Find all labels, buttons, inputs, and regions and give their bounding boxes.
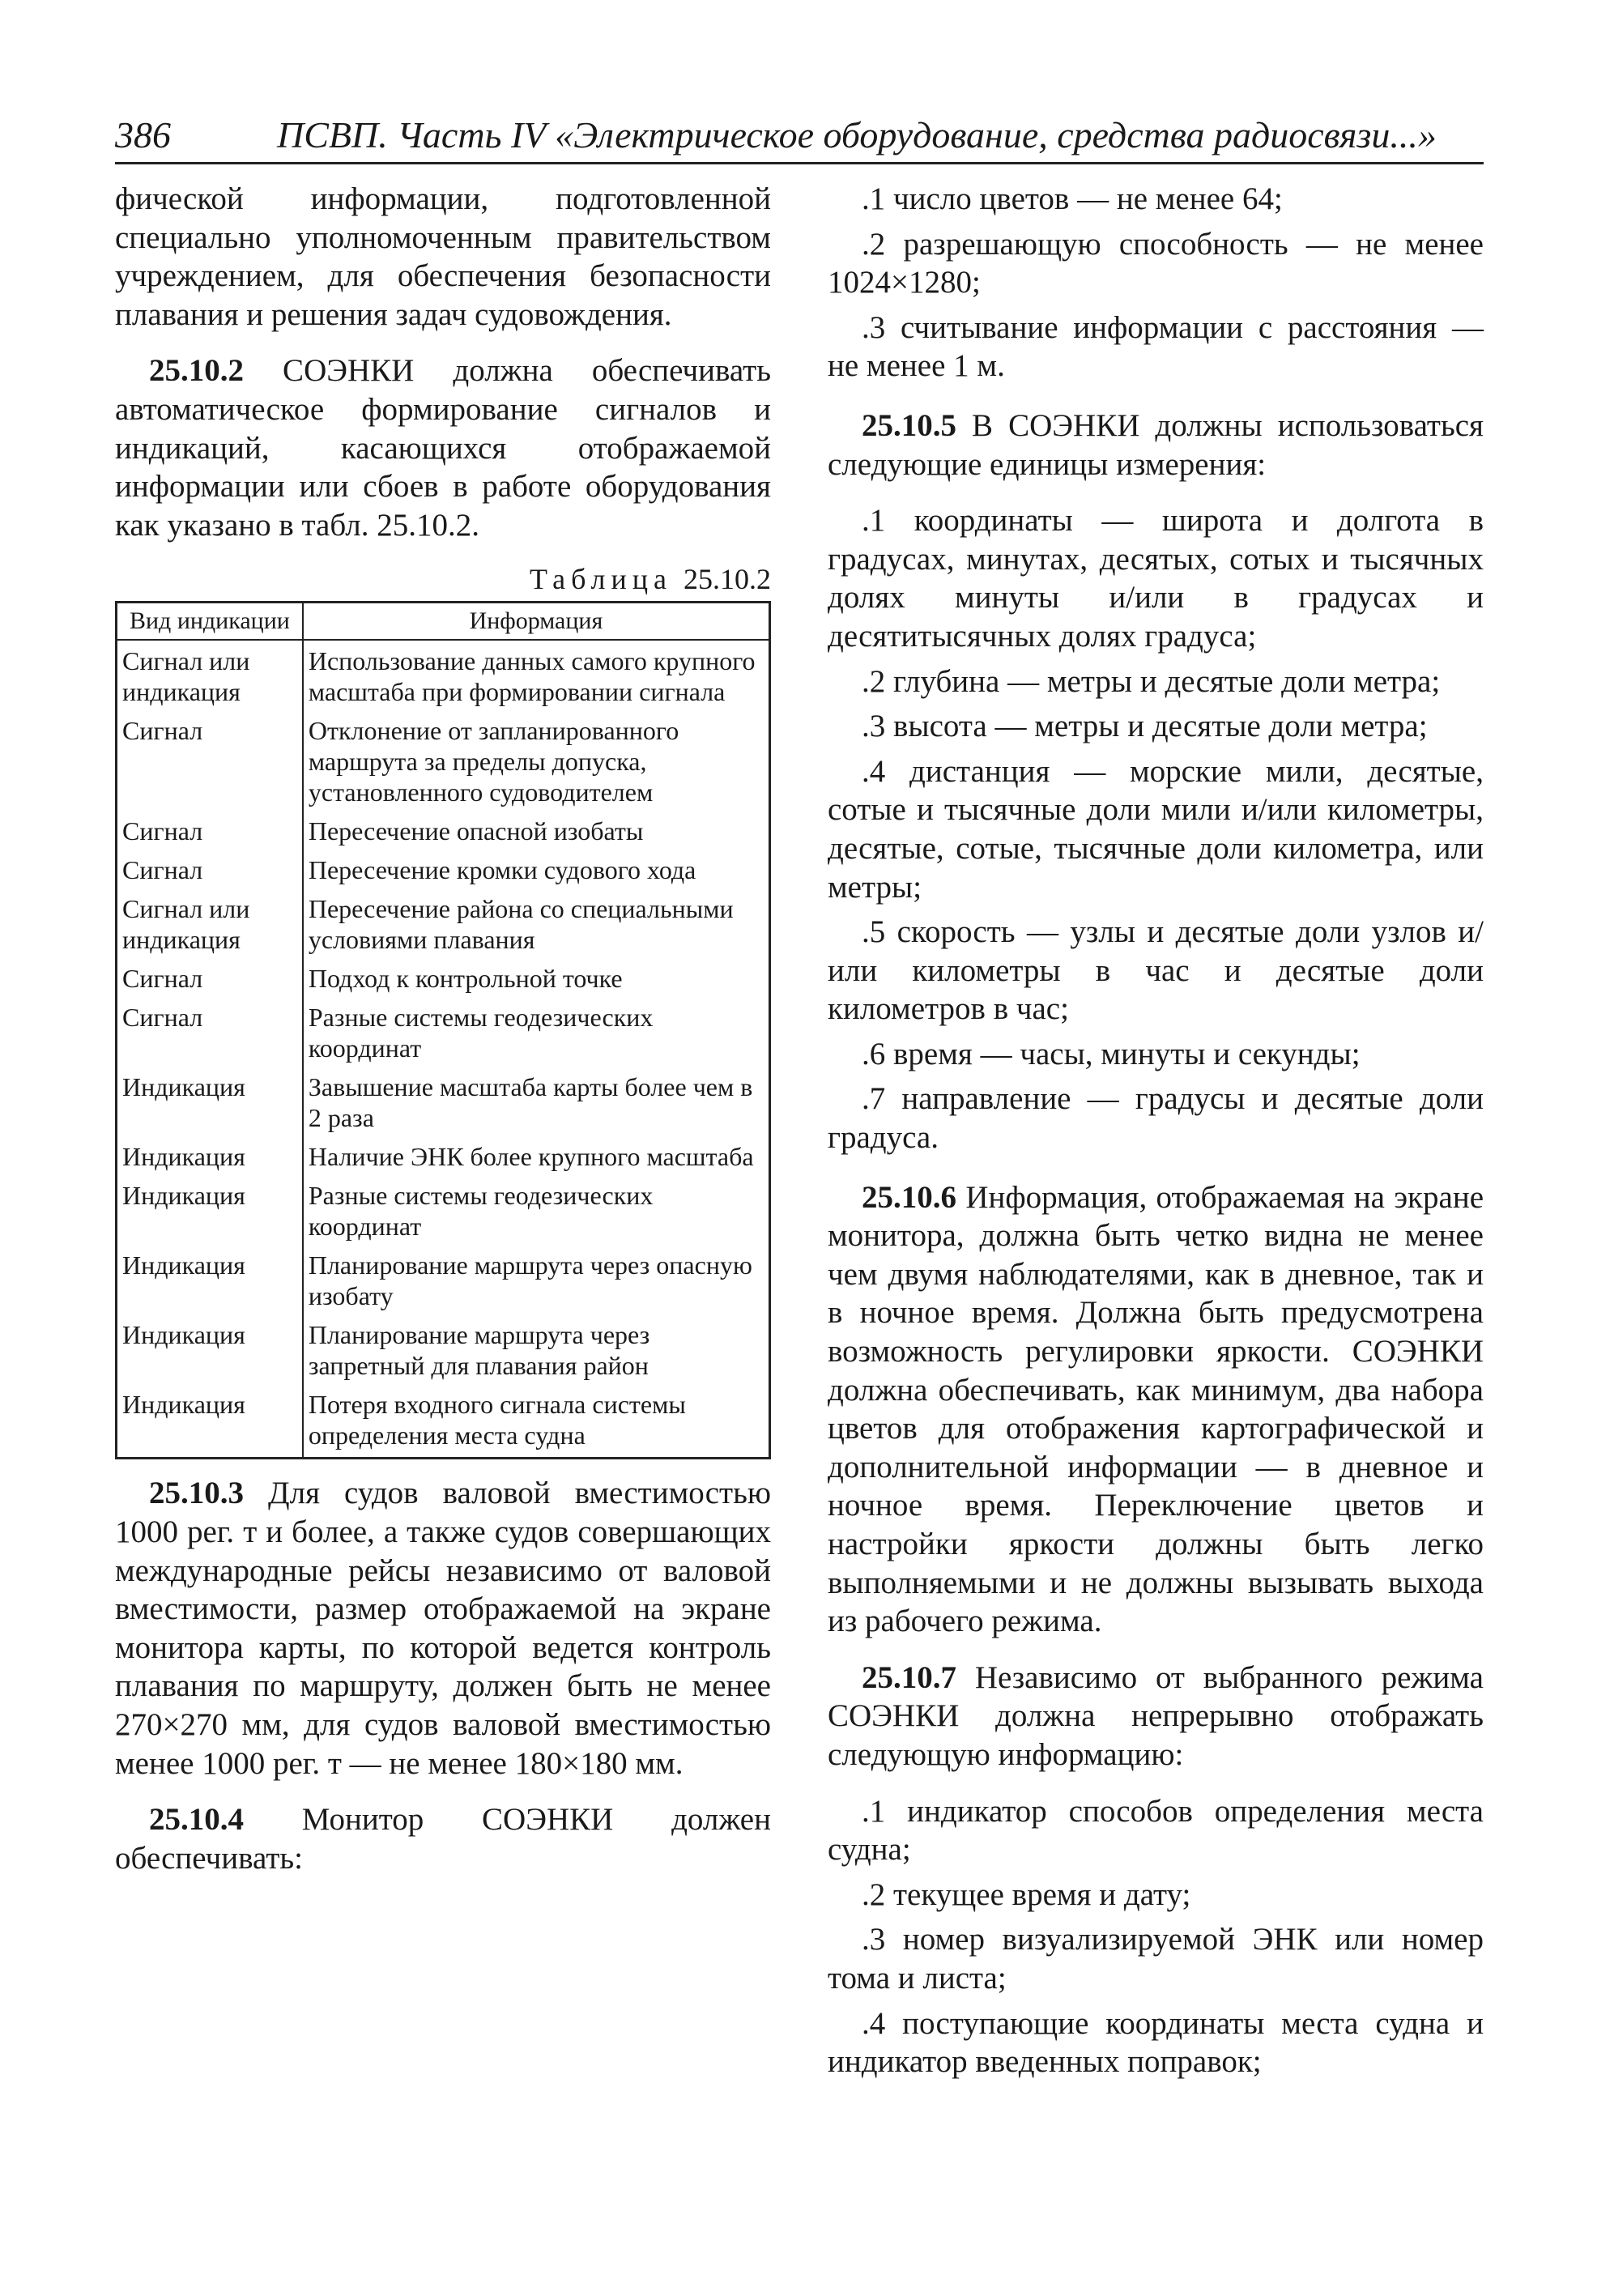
list-item (828, 1080, 1484, 1157)
table-cell-kind: Сигнал (117, 853, 303, 892)
list-item (828, 752, 1484, 906)
list-item (828, 501, 1484, 655)
item-text: скорость — узлы и десятые доли узлов и/или километры в час и десятые доли километров в час; (828, 914, 1484, 1027)
list-item (828, 2004, 1484, 2081)
list-item (828, 707, 1484, 746)
item-text: координаты — широта и долгота в градусах, минутах, десятых, сотых и тысячных долях минуты и/или в градусах и десятитысячных долях градуса; (828, 503, 1484, 654)
table-row (117, 1178, 770, 1248)
list-item (828, 180, 1484, 219)
table-cell-info: Пересечение кромки судового хода (308, 855, 696, 885)
table-cell-kind: Индикация (117, 1248, 303, 1318)
table-cell-info: Потеря входного сигнала системы определения места судна (308, 1390, 686, 1450)
clause-text: Независимо от выбранного режима СОЭНКИ должна непрерывно отображать следующую информацию: (828, 1659, 1484, 1772)
table-cell-info: Подход к контрольной точке (308, 964, 623, 994)
clause-number: 25.10.5 (862, 407, 956, 443)
item-number: .2 (862, 663, 886, 699)
table-cell-kind: Индикация (117, 1387, 303, 1459)
table-cell-info: Пересечение опасной изобаты (308, 816, 644, 846)
item-text: глубина — метры и десятые доли метра; (885, 663, 1441, 699)
table-row (117, 1000, 770, 1070)
table-row (117, 1248, 770, 1318)
table-caption (115, 562, 771, 596)
clause-number: 25.10.6 (862, 1179, 956, 1215)
item-number: .6 (862, 1036, 886, 1071)
clause-text: Монитор СОЭНКИ должен обеспечивать: (115, 1802, 771, 1876)
item-text: индикатор способов определения места судна; (828, 1793, 1484, 1868)
list-item (828, 662, 1484, 701)
table-row (117, 640, 770, 714)
item-number: .3 (862, 309, 886, 345)
clause-number: 25.10.7 (862, 1659, 956, 1695)
paragraph-continuation: фической информации, подготовленной специально уполномоченным правительством учреждением, для обеспечения безопасности плавания и решения задач судовождения. (115, 181, 771, 332)
item-number: .2 (862, 1876, 886, 1912)
item-number: .5 (862, 914, 886, 950)
item-number: .7 (862, 1081, 886, 1117)
item-text: направление — градусы и десятые доли градуса. (828, 1081, 1484, 1156)
list-item (828, 309, 1484, 386)
item-text: разрешающую способность — не менее 1024×1280; (828, 226, 1484, 300)
item-text: считывание информации с расстояния — не менее 1 м. (828, 309, 1484, 384)
table-cell-info: Планирование маршрута через опасную изобату (308, 1250, 752, 1311)
list-item (828, 225, 1484, 302)
table-cell-kind: Сигнал (117, 714, 303, 814)
table-header-info: Информация (303, 603, 770, 641)
clause-25-10-2 (115, 351, 771, 544)
table-cell-kind: Индикация (117, 1139, 303, 1178)
table-cell-kind: Индикация (117, 1070, 303, 1139)
item-text: текущее время и дату; (885, 1876, 1191, 1912)
table-cell-kind: Сигнал (117, 1000, 303, 1070)
table-cell-info: Разные системы геодезических координат (308, 1003, 654, 1063)
table-row (117, 1318, 770, 1387)
left-column (115, 180, 771, 1895)
table-header-kind: Вид индикации (117, 603, 303, 641)
table-row (117, 1387, 770, 1459)
clause-text: В СОЭНКИ должны использоваться следующие единицы измерения: (828, 407, 1484, 482)
table-row (117, 1139, 770, 1178)
table-row (117, 961, 770, 1000)
item-text: дистанция — морские мили, десятые, сотые и тысячные доли мили и/или километры, десятые, сотые, тысячные доли километра, или метры; (828, 753, 1484, 905)
list-item (828, 1035, 1484, 1074)
table-cell-info: Использование данных самого крупного масштаба при формировании сигнала (308, 646, 756, 707)
running-header (115, 112, 1484, 164)
list-item (828, 1920, 1484, 1997)
item-text: номер визуализируемой ЭНК или номер тома и листа; (828, 1922, 1484, 1996)
list-item (828, 1792, 1484, 1869)
item-number: .1 (862, 503, 886, 539)
table-row (117, 853, 770, 892)
signals-table (115, 601, 771, 1459)
table-cell-kind: Индикация (117, 1318, 303, 1387)
right-column (828, 180, 1484, 2088)
item-number: .3 (862, 1922, 886, 1957)
table-cell-kind: Сигнал (117, 814, 303, 853)
clause-text: Для судов валовой вместимостью 1000 рег. т и более, а также судов совершающих международные рейсы независимо от валовой вместимости, размер отображаемой на экране монитора карты, по которой ведется контроль плавания по маршруту, должен быть не менее 270×270 мм, для судов валовой вместимостью менее 1000 рег. т — не менее 180×180 мм. (115, 1476, 771, 1781)
table-row (117, 714, 770, 814)
table-cell-kind: Сигнал или индикация (117, 892, 303, 961)
table-cell-kind: Сигнал (117, 961, 303, 1000)
clause-number: 25.10.4 (149, 1802, 244, 1838)
list-item (828, 1876, 1484, 1915)
table-cell-info: Пересечение района со специальными условиями плавания (308, 894, 734, 955)
item-number: .2 (862, 226, 886, 262)
table-cell-info: Разные системы геодезических координат (308, 1181, 654, 1242)
running-title: ПСВП. Часть IV «Электрическое оборудование, средства радиосвязи...» (277, 114, 1437, 155)
item-number: .4 (862, 2005, 886, 2041)
clause-number: 25.10.3 (149, 1476, 244, 1511)
item-text: поступающие координаты места судна и индикатор введенных поправок; (828, 2005, 1484, 2080)
table-cell-kind: Сигнал или индикация (117, 640, 303, 714)
clause-25-10-6 (828, 1178, 1484, 1641)
item-number: .1 (862, 181, 886, 216)
table-header-row (117, 603, 770, 641)
clause-25-10-7 (828, 1659, 1484, 1774)
table-caption-number: 25.10.2 (684, 563, 771, 596)
clause-25-10-3 (115, 1474, 771, 1783)
item-number: .1 (862, 1793, 886, 1829)
table-cell-info: Наличие ЭНК более крупного масштаба (308, 1142, 754, 1172)
item-number: .4 (862, 753, 886, 789)
item-text: время — часы, минуты и секунды; (885, 1036, 1361, 1071)
table-row (117, 1070, 770, 1139)
clause-25-10-4 (115, 1800, 771, 1877)
clause-text: Информация, отображаемая на экране монитора, должна быть четко видна не менее чем двумя наблюдателями, как в дневное, так и в ночное время. Должна быть предусмотрена возможность регулировки яркости. СОЭНКИ должна обеспечивать, как минимум, два набора цветов для отображения картографической и дополнительной информации — в дневное и ночное время. Переключение цветов и настройки яркости должны быть легко выполняемыми и не должны вызывать выхода из рабочего режима. (828, 1179, 1484, 1639)
item-text: высота — метры и десятые доли метра; (885, 709, 1428, 744)
list-item (828, 913, 1484, 1029)
table-row (117, 814, 770, 853)
table-cell-info: Планирование маршрута через запретный для плавания район (308, 1320, 650, 1381)
clause-text: СОЭНКИ должна обеспечивать автоматическое формирование сигналов и индикаций, касающихся отображаемой информации или сбоев в работе оборудования как указано в табл. 25.10.2. (115, 353, 771, 543)
clause-25-10-5 (828, 407, 1484, 483)
table-cell-info: Завышение масштаба карты более чем в 2 раза (308, 1072, 753, 1133)
table-caption-word: Таблица (530, 563, 672, 596)
table-cell-info: Отклонение от запланированного маршрута за пределы допуска, установленного судоводителем (308, 716, 679, 807)
item-text: число цветов — не менее 64; (885, 181, 1283, 216)
page-number: 386 (115, 114, 171, 155)
clause-number: 25.10.2 (149, 353, 244, 389)
table-cell-kind: Индикация (117, 1178, 303, 1248)
table-row (117, 892, 770, 961)
item-number: .3 (862, 709, 886, 744)
